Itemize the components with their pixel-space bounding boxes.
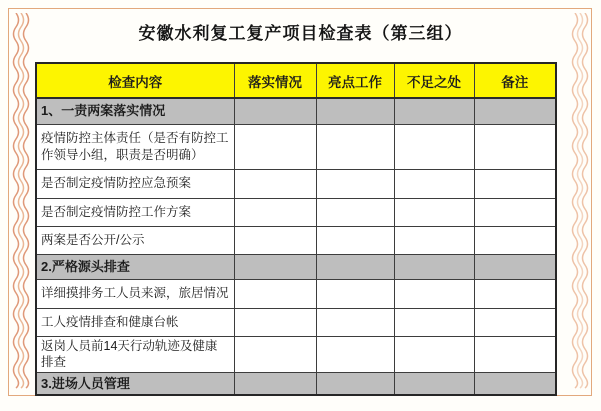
empty-cell: [316, 169, 394, 198]
wavy-line-decoration-right: [570, 13, 592, 389]
column-header-remarks: 备注: [474, 63, 556, 98]
empty-cell: [234, 98, 316, 124]
empty-cell: [474, 336, 556, 373]
empty-cell: [234, 169, 316, 198]
empty-cell: [394, 279, 474, 308]
empty-cell: [394, 198, 474, 226]
table-row: [36, 124, 556, 169]
empty-cell: [474, 308, 556, 336]
row-label: 两案是否公开/公示: [36, 226, 234, 254]
column-header-implementation: 落实情况: [234, 63, 316, 98]
empty-cell: [234, 336, 316, 373]
column-header-inspection-content: 检查内容: [36, 63, 234, 98]
empty-cell: [234, 254, 316, 279]
empty-cell: [394, 124, 474, 169]
inspection-table: [35, 62, 557, 396]
table-row-section-1: [36, 98, 556, 124]
table-row: [36, 198, 556, 226]
empty-cell: [234, 308, 316, 336]
empty-cell: [316, 308, 394, 336]
row-label: 是否制定疫情防控工作方案: [36, 198, 234, 226]
wavy-line-decoration-left: [11, 13, 33, 389]
empty-cell: [234, 198, 316, 226]
empty-cell: [316, 198, 394, 226]
empty-cell: [394, 98, 474, 124]
page-title: 安徽水利复工复产项目检查表（第三组）: [138, 24, 463, 43]
column-header-shortcomings: 不足之处: [394, 63, 474, 98]
section-label: 3.进场人员管理: [36, 373, 234, 395]
table-row: [36, 169, 556, 198]
empty-cell: [316, 279, 394, 308]
empty-cell: [474, 279, 556, 308]
empty-cell: [234, 279, 316, 308]
empty-cell: [474, 169, 556, 198]
table-header-row: [36, 63, 556, 98]
empty-cell: [316, 254, 394, 279]
empty-cell: [394, 308, 474, 336]
table-row-section-2: [36, 254, 556, 279]
table-row: [36, 279, 556, 308]
row-label: 工人疫情排查和健康台帐: [36, 308, 234, 336]
empty-cell: [394, 254, 474, 279]
empty-cell: [474, 98, 556, 124]
table-row: [36, 226, 556, 254]
empty-cell: [474, 124, 556, 169]
table-row-section-3: [36, 373, 556, 395]
empty-cell: [316, 124, 394, 169]
empty-cell: [394, 336, 474, 373]
table-row: [36, 308, 556, 336]
empty-cell: [474, 226, 556, 254]
row-label: 返岗人员前14天行动轨迹及健康排查: [36, 336, 234, 373]
empty-cell: [316, 373, 394, 395]
empty-cell: [234, 373, 316, 395]
empty-cell: [234, 226, 316, 254]
section-label: 2.严格源头排查: [36, 254, 234, 279]
empty-cell: [316, 226, 394, 254]
empty-cell: [234, 124, 316, 169]
empty-cell: [394, 169, 474, 198]
empty-cell: [394, 226, 474, 254]
table-row: [36, 336, 556, 373]
row-label: 详细摸排务工人员来源，旅居情况: [36, 279, 234, 308]
empty-cell: [316, 98, 394, 124]
empty-cell: [316, 336, 394, 373]
row-label: 疫情防控主体责任（是否有防控工作领导小组，职责是否明确）: [36, 124, 234, 169]
empty-cell: [474, 198, 556, 226]
row-label: 是否制定疫情防控应急预案: [36, 169, 234, 198]
empty-cell: [474, 373, 556, 395]
section-label: 1、一责两案落实情况: [36, 98, 234, 124]
empty-cell: [394, 373, 474, 395]
column-header-highlights: 亮点工作: [316, 63, 394, 98]
empty-cell: [474, 254, 556, 279]
